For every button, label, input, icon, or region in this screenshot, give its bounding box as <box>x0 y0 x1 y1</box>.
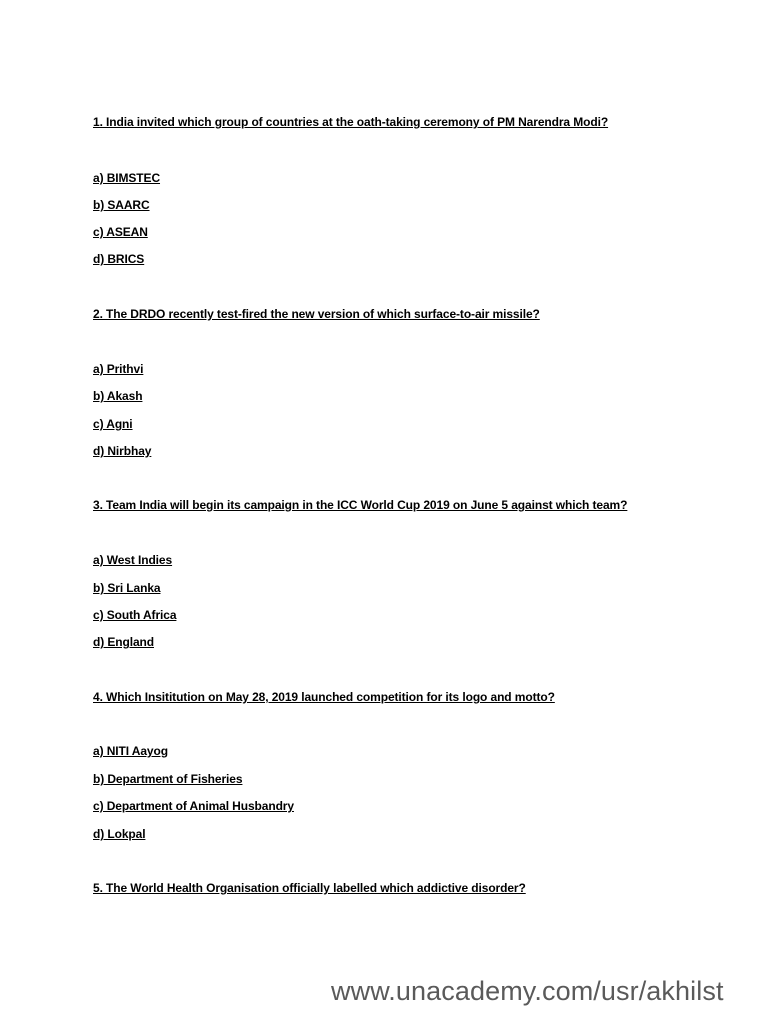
question-1-option-b: b) SAARC <box>93 198 150 212</box>
question-3-option-a: a) West Indies <box>93 553 173 567</box>
question-1-option-c: c) ASEAN <box>93 225 148 239</box>
question-2-option-c: c) Agni <box>93 417 133 431</box>
question-1-option-a: a) BIMSTEC <box>93 171 161 185</box>
question-4-option-c: c) Department of Animal Husbandry <box>93 799 294 813</box>
watermark-url: www.unacademy.com/usr/akhilst <box>331 976 724 1006</box>
question-4-option-a: a) NITI Aayog <box>93 744 168 758</box>
question-2-option-d: d) Nirbhay <box>93 444 152 458</box>
question-2-option-a: a) Prithvi <box>93 362 144 376</box>
question-5-text: 5. The World Health Organisation officially labelled which addictive disorder? <box>93 881 526 895</box>
question-1-text: 1. India invited which group of countries at the oath-taking ceremony of PM Narendra Modi? <box>93 115 609 129</box>
question-3-option-b: b) Sri Lanka <box>93 581 161 595</box>
question-1-option-d: d) BRICS <box>93 252 145 266</box>
question-2-option-b: b) Akash <box>93 389 143 403</box>
question-3-text: 3. Team India will begin its campaign in the ICC World Cup 2019 on June 5 against which team? <box>93 498 628 512</box>
question-3-option-c: c) South Africa <box>93 608 177 622</box>
question-4-option-d: d) Lokpal <box>93 827 146 841</box>
question-4-option-b: b) Department of Fisheries <box>93 772 243 786</box>
question-2-text: 2. The DRDO recently test-fired the new version of which surface-to-air missile? <box>93 307 540 321</box>
question-3-option-d: d) England <box>93 635 154 649</box>
question-4-text: 4. Which Insititution on May 28, 2019 launched competition for its logo and motto? <box>93 690 555 704</box>
